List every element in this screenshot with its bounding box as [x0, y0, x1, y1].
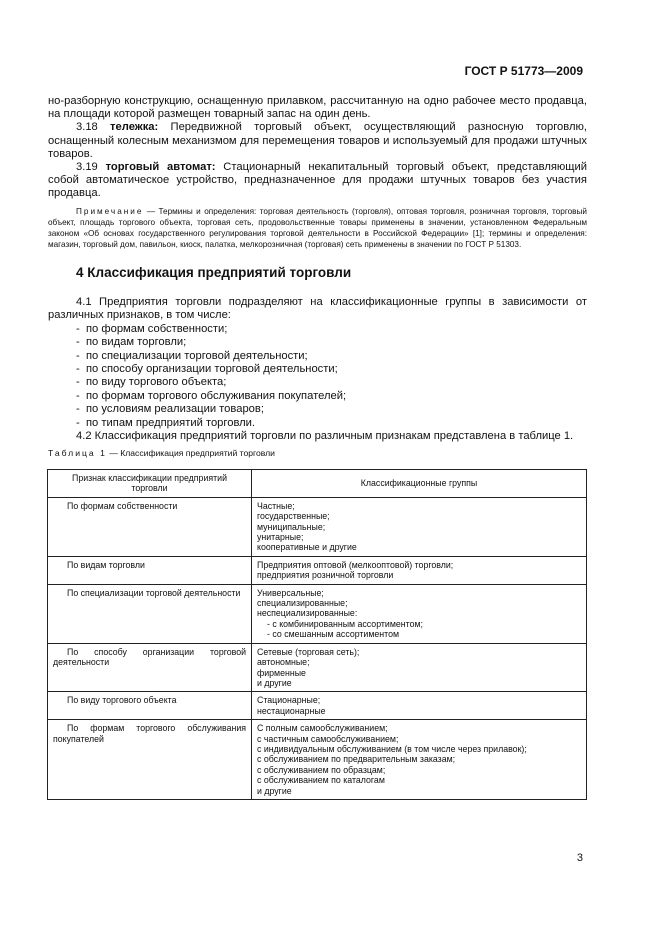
- definition-3-19: [48, 161, 587, 201]
- list-item-text: по виду торгового объекта;: [86, 376, 227, 389]
- clause-4-1-intro: 4.1 Предприятия торговли подразделяют на классификационные группы в зависимости от различных признаков, в том числе:: [48, 296, 587, 322]
- definition-number: 3.18: [76, 121, 98, 134]
- group-item: автономные;: [257, 657, 310, 668]
- table-body: [48, 497, 587, 799]
- list-item: [48, 323, 587, 336]
- group-item: унитарные;: [257, 532, 304, 543]
- group-item: муниципальные;: [257, 521, 326, 532]
- group-item: с частичным самообслуживанием;: [257, 733, 399, 744]
- definition-3-18: [48, 121, 587, 161]
- group-item: с индивидуальным обслуживанием (в том числе через прилавок);: [257, 743, 527, 754]
- table-row: [48, 497, 587, 556]
- note: [48, 206, 587, 251]
- table-header-row: [48, 470, 587, 498]
- classification-table: [47, 469, 587, 800]
- table-header-cell: Классификационные группы: [252, 470, 587, 498]
- feature-text: По формам собственности: [67, 500, 178, 511]
- document-header: ГОСТ Р 51773—2009: [464, 64, 583, 78]
- group-item: неспециализированные:: [257, 608, 358, 619]
- group-item: Стационарные;: [257, 695, 321, 706]
- table-caption: [48, 448, 275, 458]
- group-item: и другие: [257, 677, 292, 688]
- clause-4-1: [48, 296, 587, 443]
- list-item: [48, 376, 587, 389]
- table-row: [48, 584, 587, 643]
- note-label: Примечание: [76, 206, 144, 216]
- feature-cell: [48, 692, 252, 720]
- feature-text: По видам торговли: [67, 559, 145, 570]
- group-item: с обслуживанием по предварительным заказам;: [257, 754, 456, 765]
- group-item: - с комбинированным ассортиментом;: [267, 618, 423, 629]
- definition-text: Стационарный некапитальный торговый объект, представляющий собой автоматическое устройство, предназначенное для продажи штучных товаров без участия продавца.: [48, 161, 587, 200]
- list-item-text: по специализации торговой деятельности;: [86, 349, 308, 362]
- groups-cell: [252, 720, 587, 800]
- clause-4-2: 4.2 Классификация предприятий торговли по различным признакам представлена в таблице 1.: [76, 430, 574, 443]
- table-caption-label: Таблица 1: [48, 448, 107, 458]
- group-item: с обслуживанием по каталогам: [257, 775, 385, 786]
- table-row: [48, 643, 587, 692]
- groups-cell: [252, 643, 587, 692]
- list-item-text: по формам торгового обслуживания покупателей;: [86, 389, 347, 402]
- definition-number: 3.19: [76, 161, 98, 174]
- table-header-cell: Признак классификации предприятий торговли: [48, 470, 252, 498]
- group-item: Универсальные;: [257, 587, 324, 598]
- page-number: 3: [576, 852, 583, 864]
- note-text: — Термины и определения: торговая деятельность (торговля), оптовая торговля, розничная торговля, торговый объект, площадь торгового объекта, торговая сеть, продовольственные товары применены в значении, установленном Федеральным законом «Об основах государственного регулирования торговой деятельности в Российской Федерации» [1]; термины и определения: магазин, торговый дом, павильон, киоск, палатка, мелкорозничная (торговая) сеть применены в значении по ГОСТ Р 51303.: [48, 206, 587, 250]
- list-item-text: по видам торговли;: [86, 336, 187, 349]
- group-item: С полным самообслуживанием;: [257, 723, 388, 734]
- definition-term: торговый автомат:: [105, 161, 216, 174]
- section-title: 4 Классификация предприятий торговли: [76, 265, 352, 280]
- feature-text: По специализации торговой деятельности: [67, 587, 241, 598]
- list-item-text: по способу организации торговой деятельности;: [86, 363, 338, 376]
- definition-term: тележка:: [110, 121, 159, 134]
- group-item: специализированные;: [257, 598, 348, 609]
- group-item: Частные;: [257, 500, 295, 511]
- group-item: Предприятия оптовой (мелкооптовой) торговли;: [257, 559, 454, 570]
- list-item-text: по формам собственности;: [86, 322, 228, 335]
- group-item: предприятия розничной торговли: [257, 570, 394, 581]
- table-row: [48, 692, 587, 720]
- feature-cell: [48, 556, 252, 584]
- table-row: [48, 556, 587, 584]
- list-item: [48, 403, 587, 416]
- table-caption-text: — Классификация предприятий торговли: [106, 448, 275, 458]
- list-item: [48, 417, 587, 430]
- group-item: с обслуживанием по образцам;: [257, 764, 386, 775]
- groups-cell: [252, 692, 587, 720]
- list-item-text: по типам предприятий торговли.: [86, 416, 256, 429]
- feature-cell: [48, 720, 252, 800]
- list-item-text: по условиям реализации товаров;: [86, 403, 264, 416]
- groups-cell: [252, 497, 587, 556]
- list-item: [48, 390, 587, 403]
- feature-text: По формам торгового обслуживания покупателей: [53, 723, 246, 744]
- feature-cell: [48, 584, 252, 643]
- group-item: кооперативные и другие: [257, 542, 357, 553]
- feature-cell: [48, 643, 252, 692]
- group-item: государственные;: [257, 511, 330, 522]
- feature-text: По виду торгового объекта: [67, 695, 177, 706]
- list-item: [48, 363, 587, 376]
- groups-cell: [252, 584, 587, 643]
- definitions-block: [48, 95, 587, 250]
- feature-cell: [48, 497, 252, 556]
- list-item: [48, 350, 587, 363]
- list-item: [48, 336, 587, 349]
- definition-text: Передвижной торговый объект, осуществляющий разносную торговлю, оснащенный колесным механизмом для перемещения товаров и используемый для продажи штучных товаров.: [48, 121, 587, 160]
- group-item: Сетевые (торговая сеть);: [257, 646, 360, 657]
- table-row: [48, 720, 587, 800]
- group-item: фирменные: [257, 667, 306, 678]
- groups-cell: [252, 556, 587, 584]
- group-item: и другие: [257, 785, 292, 796]
- paragraph-continuation: но-разборную конструкцию, оснащенную прилавком, рассчитанную на одно рабочее место продавца, на площади которой размещен товарный запас на один день.: [48, 95, 587, 121]
- group-item: нестационарные: [257, 705, 326, 716]
- group-item: - со смешанным ассортиментом: [267, 629, 400, 640]
- feature-text: По способу организации торговой деятельности: [53, 646, 246, 668]
